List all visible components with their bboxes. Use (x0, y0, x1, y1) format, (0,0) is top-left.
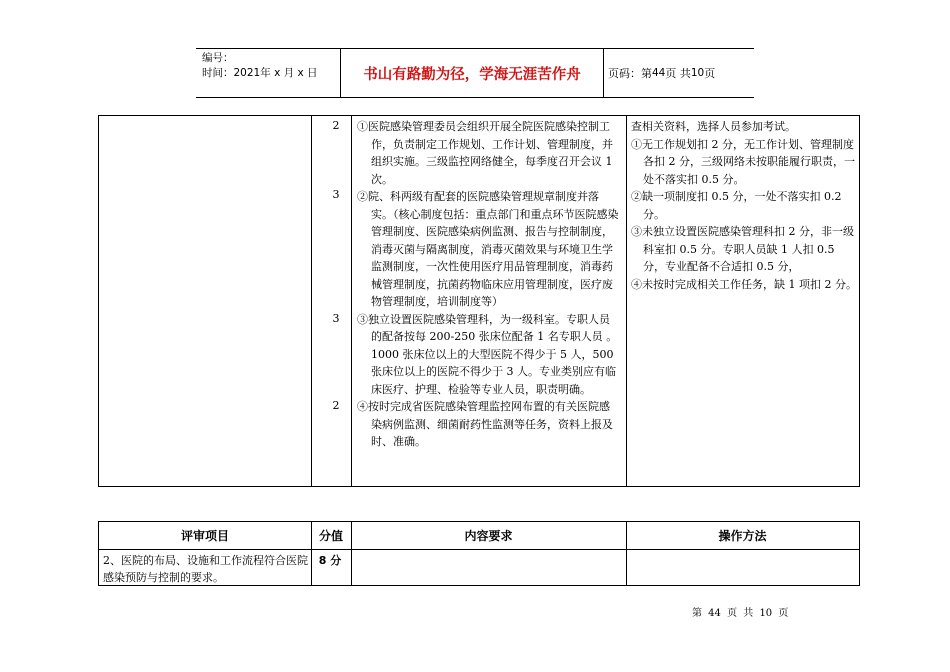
page-header (196, 48, 754, 98)
date-rest: 年 x 月 x 日 (260, 67, 318, 79)
table-divider (351, 116, 352, 486)
method-intro: 查相关资料，选择人员参加考试。 (631, 120, 796, 133)
page-number: 44 (652, 67, 666, 79)
method-item: ①无工作规划扣 2 分，无工作计划、管理制度各扣 2 分，三级网络未按职能履行职责，一处不落实扣 0.5 分。 (631, 137, 855, 186)
date-line (202, 66, 342, 81)
page-total: 10 (690, 67, 705, 79)
criteria-table (98, 521, 860, 586)
score-value: 2 (332, 399, 340, 412)
time-label: 时间： (202, 67, 234, 79)
page-end: 页 (704, 67, 716, 80)
requirement-item: ①医院感染管理委员会组织开展全院医院感染控制工作，负责制定工作规划、工作计划、管理制度，并组织实施。三级监控网络健全，每季度召开会议 1 次。 (357, 120, 613, 186)
score-value: 3 (332, 188, 340, 201)
score-value: 3 (332, 312, 340, 325)
header-operation-method: 操作方法 (718, 529, 767, 543)
content-requirements (357, 118, 619, 451)
score-value: 2 (332, 119, 340, 132)
table-divider (626, 116, 627, 486)
review-item-text: 2、医院的布局、设施和工作流程符合医院感染预防与控制的要求。 (103, 554, 308, 584)
year: 2021 (233, 67, 261, 79)
header-content-requirements: 内容要求 (464, 529, 513, 543)
header-score: 分值 (318, 529, 343, 543)
criteria-table-continued (98, 115, 860, 487)
method-item: ③未独立设置医院感染管理科扣 2 分，非一级科室扣 0.5 分。专职人员缺 1 人扣 0.5 分，专业配备不合适扣 0.5 分， (631, 225, 854, 273)
motto: 书山有路勤为径，学海无涯苦作舟 (340, 49, 604, 97)
header-review-item: 评审项目 (180, 529, 229, 543)
page-mid: 页 共 (665, 67, 691, 80)
method-item: ②缺一项制度扣 0.5 分，一处不落实扣 0.2 分。 (631, 190, 842, 221)
requirement-item: ③独立设置医院感染管理科，为一级科室。专职人员的配备按每 200-250 张床位配备 1 名专职人员 。1000 张床位以上的大型医院不得少于 5 人，500 张床位以上的医院不得少于 3 人。专业类别应有临床医疗、护理、检验等专业人员，职责明确。 (357, 312, 618, 396)
method-item: ④未按时完成相关工作任务，缺 1 项扣 2 分。 (631, 277, 857, 291)
table-divider (99, 549, 859, 550)
review-item-score: 8 分 (318, 554, 342, 567)
number-label: 编号： (202, 52, 234, 64)
operation-methods (631, 118, 859, 293)
page-footer: 第 44 页 共 10 页 (692, 608, 789, 619)
page-info (608, 49, 715, 97)
requirement-item: ②院、科两级有配套的医院感染管理规章制度并落实。（核心制度包括：重点部门和重点环节医院感染管理制度、医院感染病例监测、报告与控制制度，消毒灭菌与隔离制度，消毒灭菌效果与环境卫生学监测制度，一次性使用医疗用品管理制度，消毒药械管理制度，抗菌药物临床应用管理制度，医疗废物管理制度，培训制度等） (357, 190, 619, 308)
table-divider (311, 116, 312, 486)
requirement-item: ④按时完成省医院感染管理监控网布置的有关医院感染病例监测、细菌耐药性监测等任务，资料上报及时、准确。 (357, 400, 613, 448)
page-label: 页码：第 (608, 67, 652, 80)
header-meta (202, 51, 342, 81)
